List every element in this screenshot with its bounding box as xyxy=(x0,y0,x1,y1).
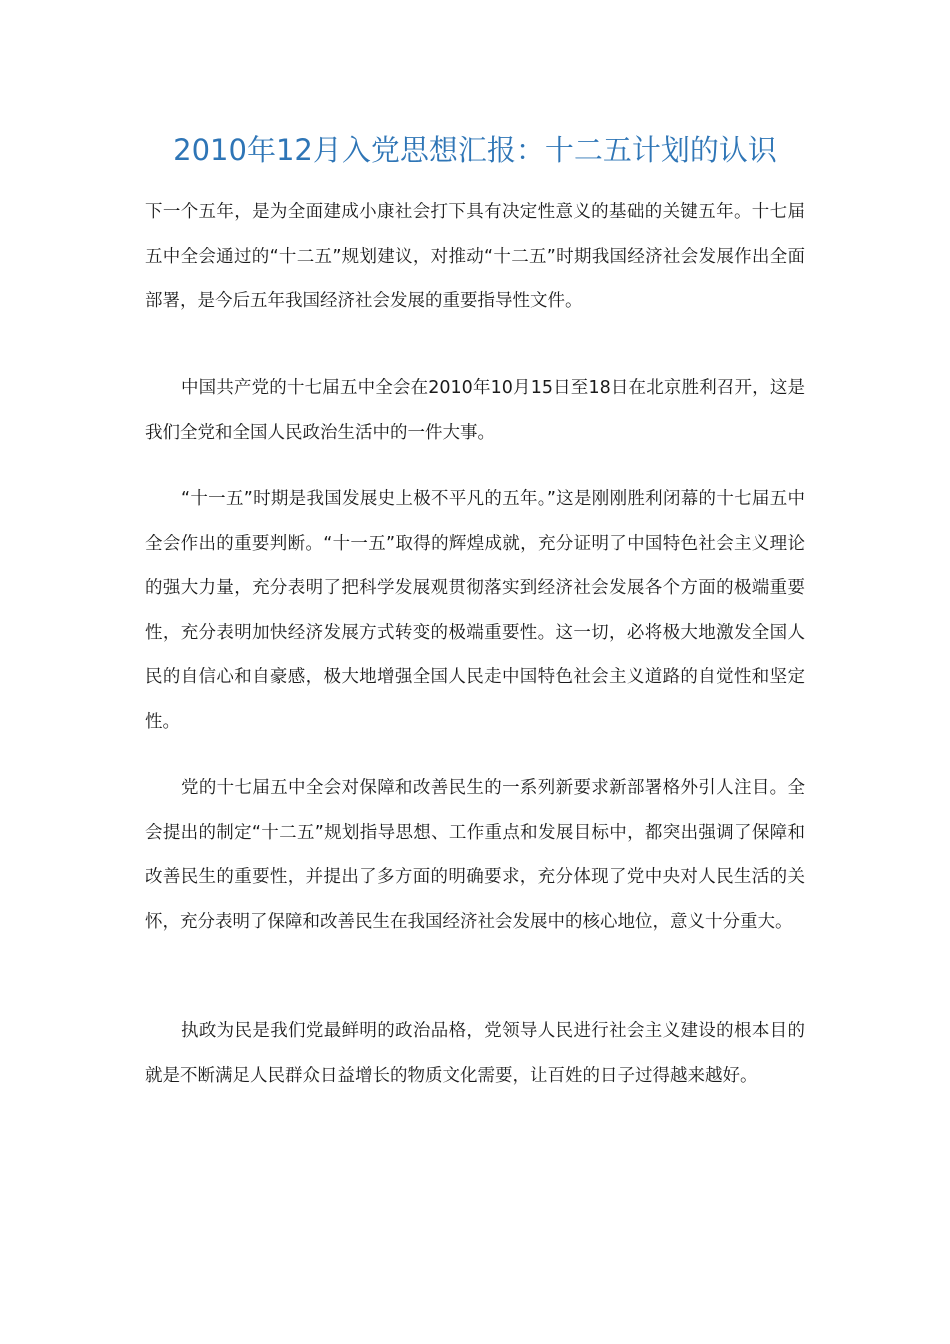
paragraph-5 xyxy=(145,1009,805,1098)
paragraph-text: 党的十七届五中全会对保障和改善民生的一系列新要求新部署格外引人注目。全会提出的制定“十二五”规划指导思想、工作重点和发展目标中，都突出强调了保障和改善民生的重要性，并提出了多方面的明确要求，充分体现了党中央对人民生活的关怀，充分表明了保障和改善民生在我国经济社会发展中的核心地位，意义十分重大。 xyxy=(145,778,805,932)
paragraph-3 xyxy=(145,477,805,744)
paragraph-text: 执政为民是我们党最鲜明的政治品格，党领导人民进行社会主义建设的根本目的就是不断满足人民群众日益增长的物质文化需要，让百姓的日子过得越来越好。 xyxy=(145,1021,805,1086)
paragraph-text: “十一五”时期是我国发展史上极不平凡的五年。”这是刚刚胜利闭幕的十七届五中全会作出的重要判断。“十一五”取得的辉煌成就，充分证明了中国特色社会主义理论的强大力量，充分表明了把科学发展观贯彻落实到经济社会发展各个方面的极端重要性，充分表明加快经济发展方式转变的极端重要性。这一切，必将极大地激发全国人民的自信心和自豪感，极大地增强全国人民走中国特色社会主义道路的自觉性和坚定性。 xyxy=(145,489,805,732)
paragraph-text: 中国共产党的十七届五中全会在2010年10月15日至18日在北京胜利召开，这是我们全党和全国人民政治生活中的一件大事。 xyxy=(145,378,805,443)
paragraph-4 xyxy=(145,766,805,944)
document-title: 2010年12月入党思想汇报：十二五计划的认识 xyxy=(173,133,777,167)
paragraph-1 xyxy=(145,190,805,324)
paragraph-text: 下一个五年，是为全面建成小康社会打下具有决定性意义的基础的关键五年。十七届五中全会通过的“十二五”规划建议，对推动“十二五”时期我国经济社会发展作出全面部署，是今后五年我国经济社会发展的重要指导性文件。 xyxy=(145,202,805,311)
paragraph-2 xyxy=(145,366,805,455)
